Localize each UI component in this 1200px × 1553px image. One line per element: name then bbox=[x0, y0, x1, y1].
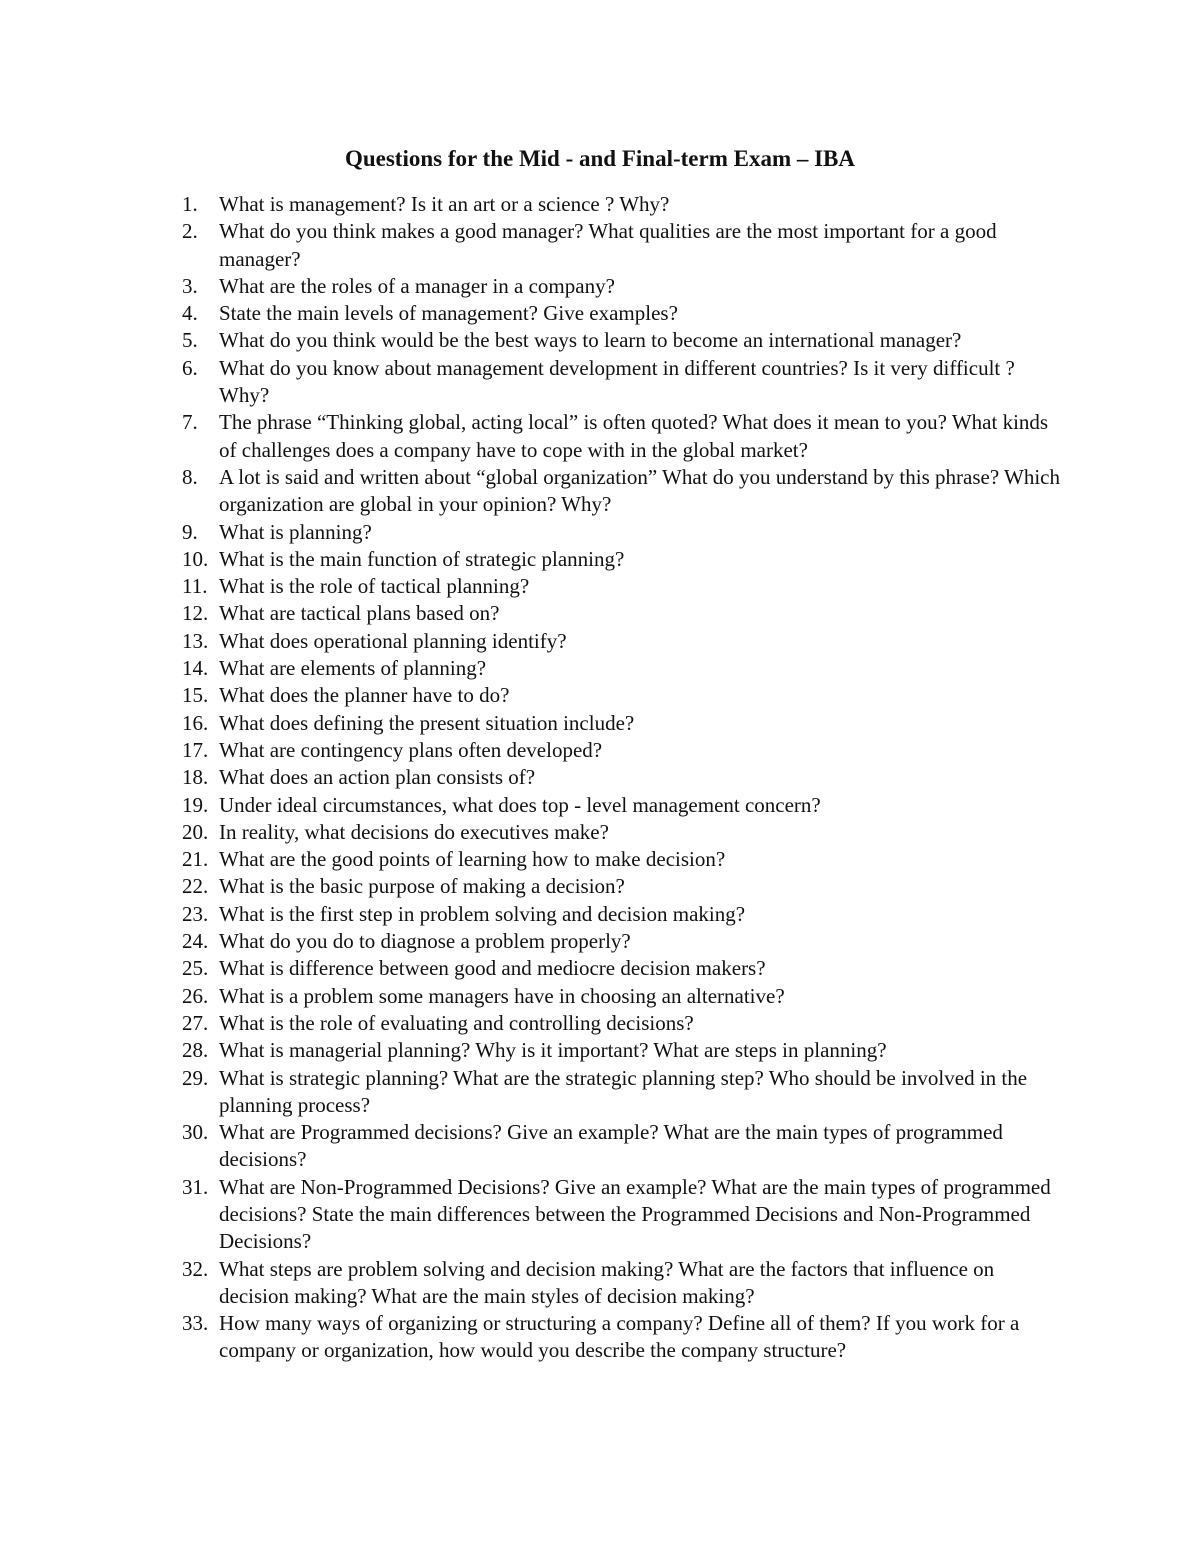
question-number: 20. bbox=[182, 819, 209, 844]
question-number: 1. bbox=[182, 192, 198, 216]
list-item bbox=[182, 873, 1062, 900]
question-text: What is strategic planning? What are the strategic planning step? Who should be involved in the planning process? bbox=[219, 1065, 1028, 1117]
question-text: What are tactical plans based on? bbox=[219, 601, 500, 626]
list-item bbox=[182, 901, 1062, 928]
question-text: What does defining the present situation include? bbox=[219, 710, 635, 735]
question-text: What is the main function of strategic planning? bbox=[219, 546, 625, 571]
question-number: 4. bbox=[182, 301, 198, 326]
question-number: 15. bbox=[182, 683, 209, 708]
list-item bbox=[182, 273, 1062, 300]
question-text: Under ideal circumstances, what does top - level management concern? bbox=[219, 792, 821, 817]
list-item bbox=[182, 355, 1062, 410]
question-text: What do you think makes a good manager? What qualities are the most important for a good manager? bbox=[219, 219, 997, 271]
list-item bbox=[182, 1256, 1062, 1311]
question-number: 19. bbox=[182, 792, 209, 817]
list-item bbox=[182, 464, 1062, 519]
question-text: How many ways of organizing or structuring a company? Define all of them? If you work for a company or organization, how would you describe the company structure? bbox=[219, 1311, 1020, 1363]
list-item bbox=[182, 409, 1062, 464]
question-number: 5. bbox=[182, 328, 198, 353]
list-item bbox=[182, 764, 1062, 791]
list-item bbox=[182, 983, 1062, 1010]
question-text: What is the first step in problem solving and decision making? bbox=[219, 901, 746, 926]
list-item bbox=[182, 710, 1062, 737]
question-text: What are the good points of learning how to make decision? bbox=[219, 847, 726, 872]
list-item bbox=[182, 573, 1062, 600]
list-item bbox=[182, 1310, 1062, 1365]
question-text: What does operational planning identify? bbox=[219, 628, 567, 653]
question-number: 10. bbox=[182, 546, 209, 571]
question-text: What is difference between good and mediocre decision makers? bbox=[219, 956, 766, 981]
question-number: 32. bbox=[182, 1256, 209, 1281]
question-number: 28. bbox=[182, 1038, 209, 1063]
list-item bbox=[182, 1065, 1062, 1120]
list-item bbox=[182, 1174, 1062, 1256]
question-text: What are Non-Programmed Decisions? Give an example? What are the main types of programmed decisions? State the main differences between the Programmed Decisions and Non-Programmed Decisions? bbox=[219, 1174, 1051, 1254]
question-text: What is the basic purpose of making a decision? bbox=[219, 874, 625, 899]
list-item bbox=[182, 218, 1062, 273]
question-number: 12. bbox=[182, 601, 209, 626]
question-text: What is a problem some managers have in choosing an alternative? bbox=[219, 983, 785, 1008]
question-text: What are the roles of a manager in a company? bbox=[219, 273, 615, 298]
list-item bbox=[182, 191, 1062, 218]
question-text: What does the planner have to do? bbox=[219, 683, 510, 708]
question-number: 22. bbox=[182, 874, 209, 899]
question-text: State the main levels of management? Give examples? bbox=[219, 301, 678, 326]
list-item bbox=[182, 1037, 1062, 1064]
question-number: 3. bbox=[182, 273, 198, 298]
question-number: 27. bbox=[182, 1010, 209, 1035]
list-item bbox=[182, 655, 1062, 682]
question-number: 13. bbox=[182, 628, 209, 653]
list-item bbox=[182, 792, 1062, 819]
question-number: 29. bbox=[182, 1065, 209, 1090]
question-number: 21. bbox=[182, 847, 209, 872]
page-title: Questions for the Mid - and Final-term Exam – IBA bbox=[344, 146, 856, 171]
question-number: 24. bbox=[182, 929, 209, 954]
question-text: What are elements of planning? bbox=[219, 656, 487, 681]
question-text: What does an action plan consists of? bbox=[219, 765, 536, 790]
list-item bbox=[182, 1010, 1062, 1037]
question-number: 7. bbox=[182, 410, 198, 435]
list-item bbox=[182, 1119, 1062, 1174]
question-text: What do you think would be the best ways to learn to become an international manager? bbox=[219, 328, 962, 353]
question-number: 16. bbox=[182, 710, 209, 735]
list-item bbox=[182, 737, 1062, 764]
question-number: 6. bbox=[182, 355, 198, 380]
question-text: A lot is said and written about “global organization” What do you understand by this phrase? Which organization are global in your opinion? Why? bbox=[219, 464, 1060, 517]
question-number: 33. bbox=[182, 1311, 209, 1336]
question-number: 11. bbox=[182, 574, 208, 599]
question-text: What steps are problem solving and decision making? What are the factors that influence on decision making? What are the main styles of decision making? bbox=[219, 1256, 995, 1308]
list-item bbox=[182, 682, 1062, 709]
question-text: What are Programmed decisions? Give an example? What are the main types of programmed decisions? bbox=[219, 1120, 1003, 1172]
question-text: What is the role of evaluating and controlling decisions? bbox=[219, 1010, 694, 1035]
list-item bbox=[182, 819, 1062, 846]
question-list bbox=[182, 191, 1062, 1365]
question-text: What do you do to diagnose a problem properly? bbox=[219, 929, 631, 954]
list-item bbox=[182, 600, 1062, 627]
question-text: What is the role of tactical planning? bbox=[219, 574, 530, 599]
question-number: 17. bbox=[182, 737, 209, 762]
list-item bbox=[182, 546, 1062, 573]
question-number: 23. bbox=[182, 901, 209, 926]
list-item bbox=[182, 628, 1062, 655]
question-number: 8. bbox=[182, 464, 198, 489]
list-item bbox=[182, 955, 1062, 982]
list-item bbox=[182, 846, 1062, 873]
question-number: 26. bbox=[182, 983, 209, 1008]
question-number: 30. bbox=[182, 1120, 209, 1145]
question-text: In reality, what decisions do executives make? bbox=[219, 819, 609, 844]
question-text: What is management? Is it an art or a science ? Why? bbox=[219, 192, 670, 216]
list-item bbox=[182, 300, 1062, 327]
question-number: 14. bbox=[182, 656, 209, 681]
question-text: The phrase “Thinking global, acting local” is often quoted? What does it mean to you? What kinds of challenges does a company have to cope with in the global market? bbox=[219, 410, 1049, 462]
question-text: What are contingency plans often developed? bbox=[219, 737, 603, 762]
question-number: 18. bbox=[182, 765, 209, 790]
question-text: What is planning? bbox=[219, 519, 372, 544]
question-text: What do you know about management development in different countries? Is it very difficult ? Why? bbox=[219, 355, 1015, 408]
question-text: What is managerial planning? Why is it important? What are steps in planning? bbox=[219, 1038, 887, 1063]
question-number: 31. bbox=[182, 1174, 209, 1199]
question-number: 25. bbox=[182, 956, 209, 981]
list-item bbox=[182, 519, 1062, 546]
question-number: 2. bbox=[182, 219, 198, 244]
list-item bbox=[182, 928, 1062, 955]
list-item bbox=[182, 327, 1062, 354]
question-number: 9. bbox=[182, 519, 198, 544]
